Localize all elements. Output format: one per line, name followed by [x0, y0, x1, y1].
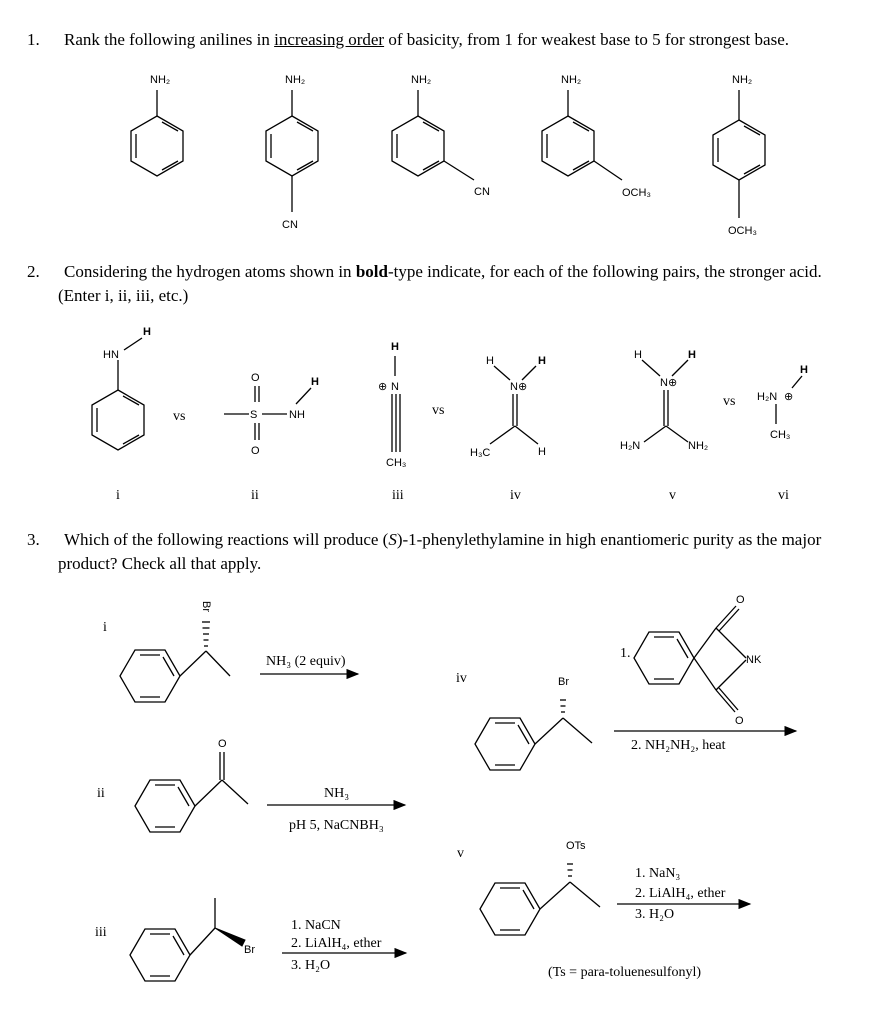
q2-roman-vi: vi — [778, 488, 789, 503]
q3-roman-v: v — [457, 846, 464, 861]
svg-text:H: H — [634, 349, 642, 361]
svg-text:H: H — [538, 446, 546, 458]
q3-r4-step1: 1. — [620, 646, 631, 661]
q3-roman-iii: iii — [95, 925, 107, 940]
q3-phthalimide — [634, 594, 762, 727]
q3-roman-iv: iv — [456, 671, 467, 686]
q3-r3-step1: 1. NaCN — [291, 918, 341, 933]
svg-text:O: O — [736, 594, 745, 606]
q2-structure-i — [92, 326, 151, 450]
svg-text:H: H — [311, 376, 319, 388]
q1-nh2-label: NH₂ — [732, 74, 753, 86]
q2-text-c: (Enter i, ii, iii, etc.) — [58, 286, 189, 305]
q3-ts-note: (Ts = para-toluenesulfonyl) — [548, 965, 702, 980]
q1-text-a: Rank the following anilines in — [64, 30, 275, 49]
svg-text:H: H — [688, 349, 696, 361]
q1-nh2-label: NH₂ — [150, 74, 171, 86]
q1-aniline-4 — [542, 74, 651, 199]
q3-structure-v — [480, 840, 600, 935]
q3-r3-step3: 3. H₂O — [291, 958, 331, 973]
q2-roman-iv: iv — [510, 488, 521, 503]
q1-aniline-2 — [266, 74, 318, 231]
q1-number: 1. — [27, 30, 40, 49]
svg-text:H: H — [538, 355, 546, 367]
svg-text:Br: Br — [558, 676, 569, 688]
svg-text:NH: NH — [289, 409, 305, 421]
q1-nh2-label: NH₂ — [411, 74, 432, 86]
q1-nh2-label: NH₂ — [561, 74, 582, 86]
q2-structure-ii — [224, 372, 319, 457]
q3-r2-top: NH₃ — [324, 786, 350, 801]
q2-roman-iii: iii — [392, 488, 404, 503]
svg-text:CH₃: CH₃ — [770, 429, 791, 441]
q1-text-underlined: increasing order — [274, 30, 385, 49]
q1-och3-label: OCH₃ — [622, 187, 651, 199]
svg-text:O: O — [251, 372, 260, 384]
q2-roman-v: v — [669, 488, 676, 503]
svg-text:H: H — [486, 355, 494, 367]
q2-vs-2: vs — [432, 403, 445, 418]
q2-text-bold: bold — [355, 262, 388, 281]
q3-text-c: product? Check all that apply. — [58, 554, 262, 573]
svg-text:HN: HN — [103, 349, 119, 361]
q2-structure-iii — [378, 341, 406, 469]
q2-number: 2. — [27, 262, 40, 281]
q3-r5-step2: 2. LiAlH₄, ether — [635, 886, 726, 901]
svg-text:CH₃: CH₃ — [386, 457, 407, 469]
q2-roman-i: i — [116, 488, 120, 503]
q3-r5-step3: 3. H₂O — [635, 907, 675, 922]
q2-vs-1: vs — [173, 409, 186, 424]
svg-text:O: O — [251, 445, 260, 457]
q3-r1-reagent: NH₃ (2 equiv) — [266, 654, 346, 669]
svg-text:Br: Br — [244, 944, 255, 956]
svg-text:H₂N: H₂N — [757, 391, 778, 403]
q1-cn-label: CN — [282, 219, 298, 231]
q3-structure-i — [120, 601, 230, 702]
svg-text:H: H — [143, 326, 151, 338]
q1-aniline-3 — [392, 74, 490, 198]
q3-text-s: S — [388, 530, 397, 549]
q2-structure-vi — [757, 364, 808, 441]
q2-structure-iv — [470, 355, 546, 459]
q2-roman-ii: ii — [251, 488, 259, 503]
q3-text-a: Which of the following reactions will produce ( — [64, 530, 389, 549]
q3-r2-bottom: pH 5, NaCNBH₃ — [289, 818, 384, 833]
q2-text-a: Considering the hydrogen atoms shown in — [64, 262, 356, 281]
q3-text-b: )-1-phenylethylamine in high enantiomeric purity as the major — [396, 530, 822, 549]
svg-text:Br: Br — [200, 601, 212, 612]
svg-text:S: S — [250, 409, 258, 421]
svg-text:NH₂: NH₂ — [688, 440, 709, 452]
q3-r5-step1: 1. NaN₃ — [635, 866, 681, 881]
svg-text:⊕: ⊕ — [378, 381, 388, 393]
q3-r4-step2: 2. NH₂NH₂, heat — [631, 738, 726, 753]
q1-aniline-5 — [713, 74, 765, 237]
svg-text:N: N — [391, 381, 399, 393]
q3-roman-ii: ii — [97, 786, 105, 801]
q1-cn-label: CN — [474, 186, 490, 198]
svg-text:N⊕: N⊕ — [510, 381, 528, 393]
q3-roman-i: i — [103, 620, 107, 635]
svg-text:⊕: ⊕ — [784, 391, 794, 403]
q2-structure-v — [620, 349, 708, 452]
q3-r3-step2: 2. LiAlH₄, ether — [291, 936, 382, 951]
q3-structure-iii — [130, 898, 255, 981]
q1-nh2-label: NH₂ — [285, 74, 306, 86]
svg-text:NK: NK — [746, 654, 762, 666]
q2-vs-3: vs — [723, 394, 736, 409]
svg-text:OTs: OTs — [566, 840, 586, 852]
q3-structure-iv — [475, 676, 592, 770]
svg-text:H: H — [800, 364, 808, 376]
q1-aniline-1 — [131, 74, 183, 176]
q3-number: 3. — [27, 530, 40, 549]
svg-text:H₂N: H₂N — [620, 440, 641, 452]
svg-text:H₃C: H₃C — [470, 447, 491, 459]
svg-text:O: O — [735, 715, 744, 727]
svg-text:O: O — [218, 738, 227, 750]
q2-text-b: -type indicate, for each of the following pairs, the stronger acid. — [387, 262, 822, 281]
q1-och3-label: OCH₃ — [728, 225, 757, 237]
svg-text:N⊕: N⊕ — [660, 377, 678, 389]
svg-text:H: H — [391, 341, 399, 353]
q3-structure-ii — [135, 738, 248, 832]
q1-text-b: of basicity, from 1 for weakest base to 5 for strongest base. — [384, 30, 789, 49]
